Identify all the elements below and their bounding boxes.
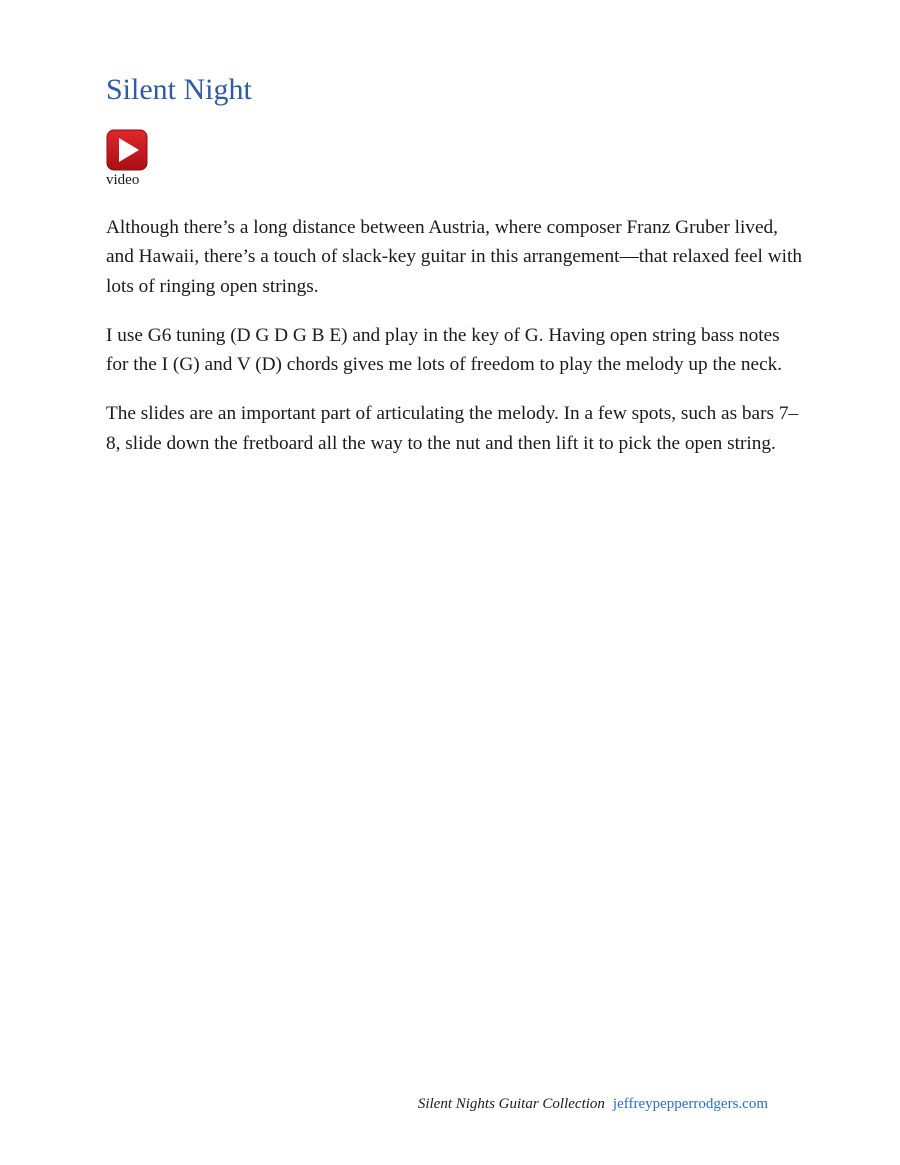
video-link[interactable] (106, 129, 166, 188)
page-title: Silent Night (106, 73, 252, 106)
play-icon (106, 129, 148, 171)
video-label: video (106, 172, 140, 188)
paragraph-tuning: I use G6 tuning (D G D G B E) and play in the key of G. Having open string bass notes for the I (G) and V (D) chords gives me lots of freedom to play the melody up the neck. (106, 324, 783, 376)
footer-site-link[interactable]: jeffreypepperrodgers.com (612, 1096, 768, 1112)
paragraph-intro: Although there’s a long distance between Austria, where composer Franz Gruber lived, and Hawaii, there’s a touch of slack-key guitar in this arrangement—that relaxed feel with lots of ringing open strings. (106, 217, 803, 297)
article-body (106, 213, 806, 478)
footer-collection-title: Silent Nights Guitar Collection (417, 1096, 605, 1112)
paragraph-slides: The slides are an important part of articulating the melody. In a few spots, such as bars 7–8, slide down the fretboard all the way to the nut and then lift it to pick the open string. (106, 403, 799, 454)
page-footer (418, 1094, 768, 1114)
